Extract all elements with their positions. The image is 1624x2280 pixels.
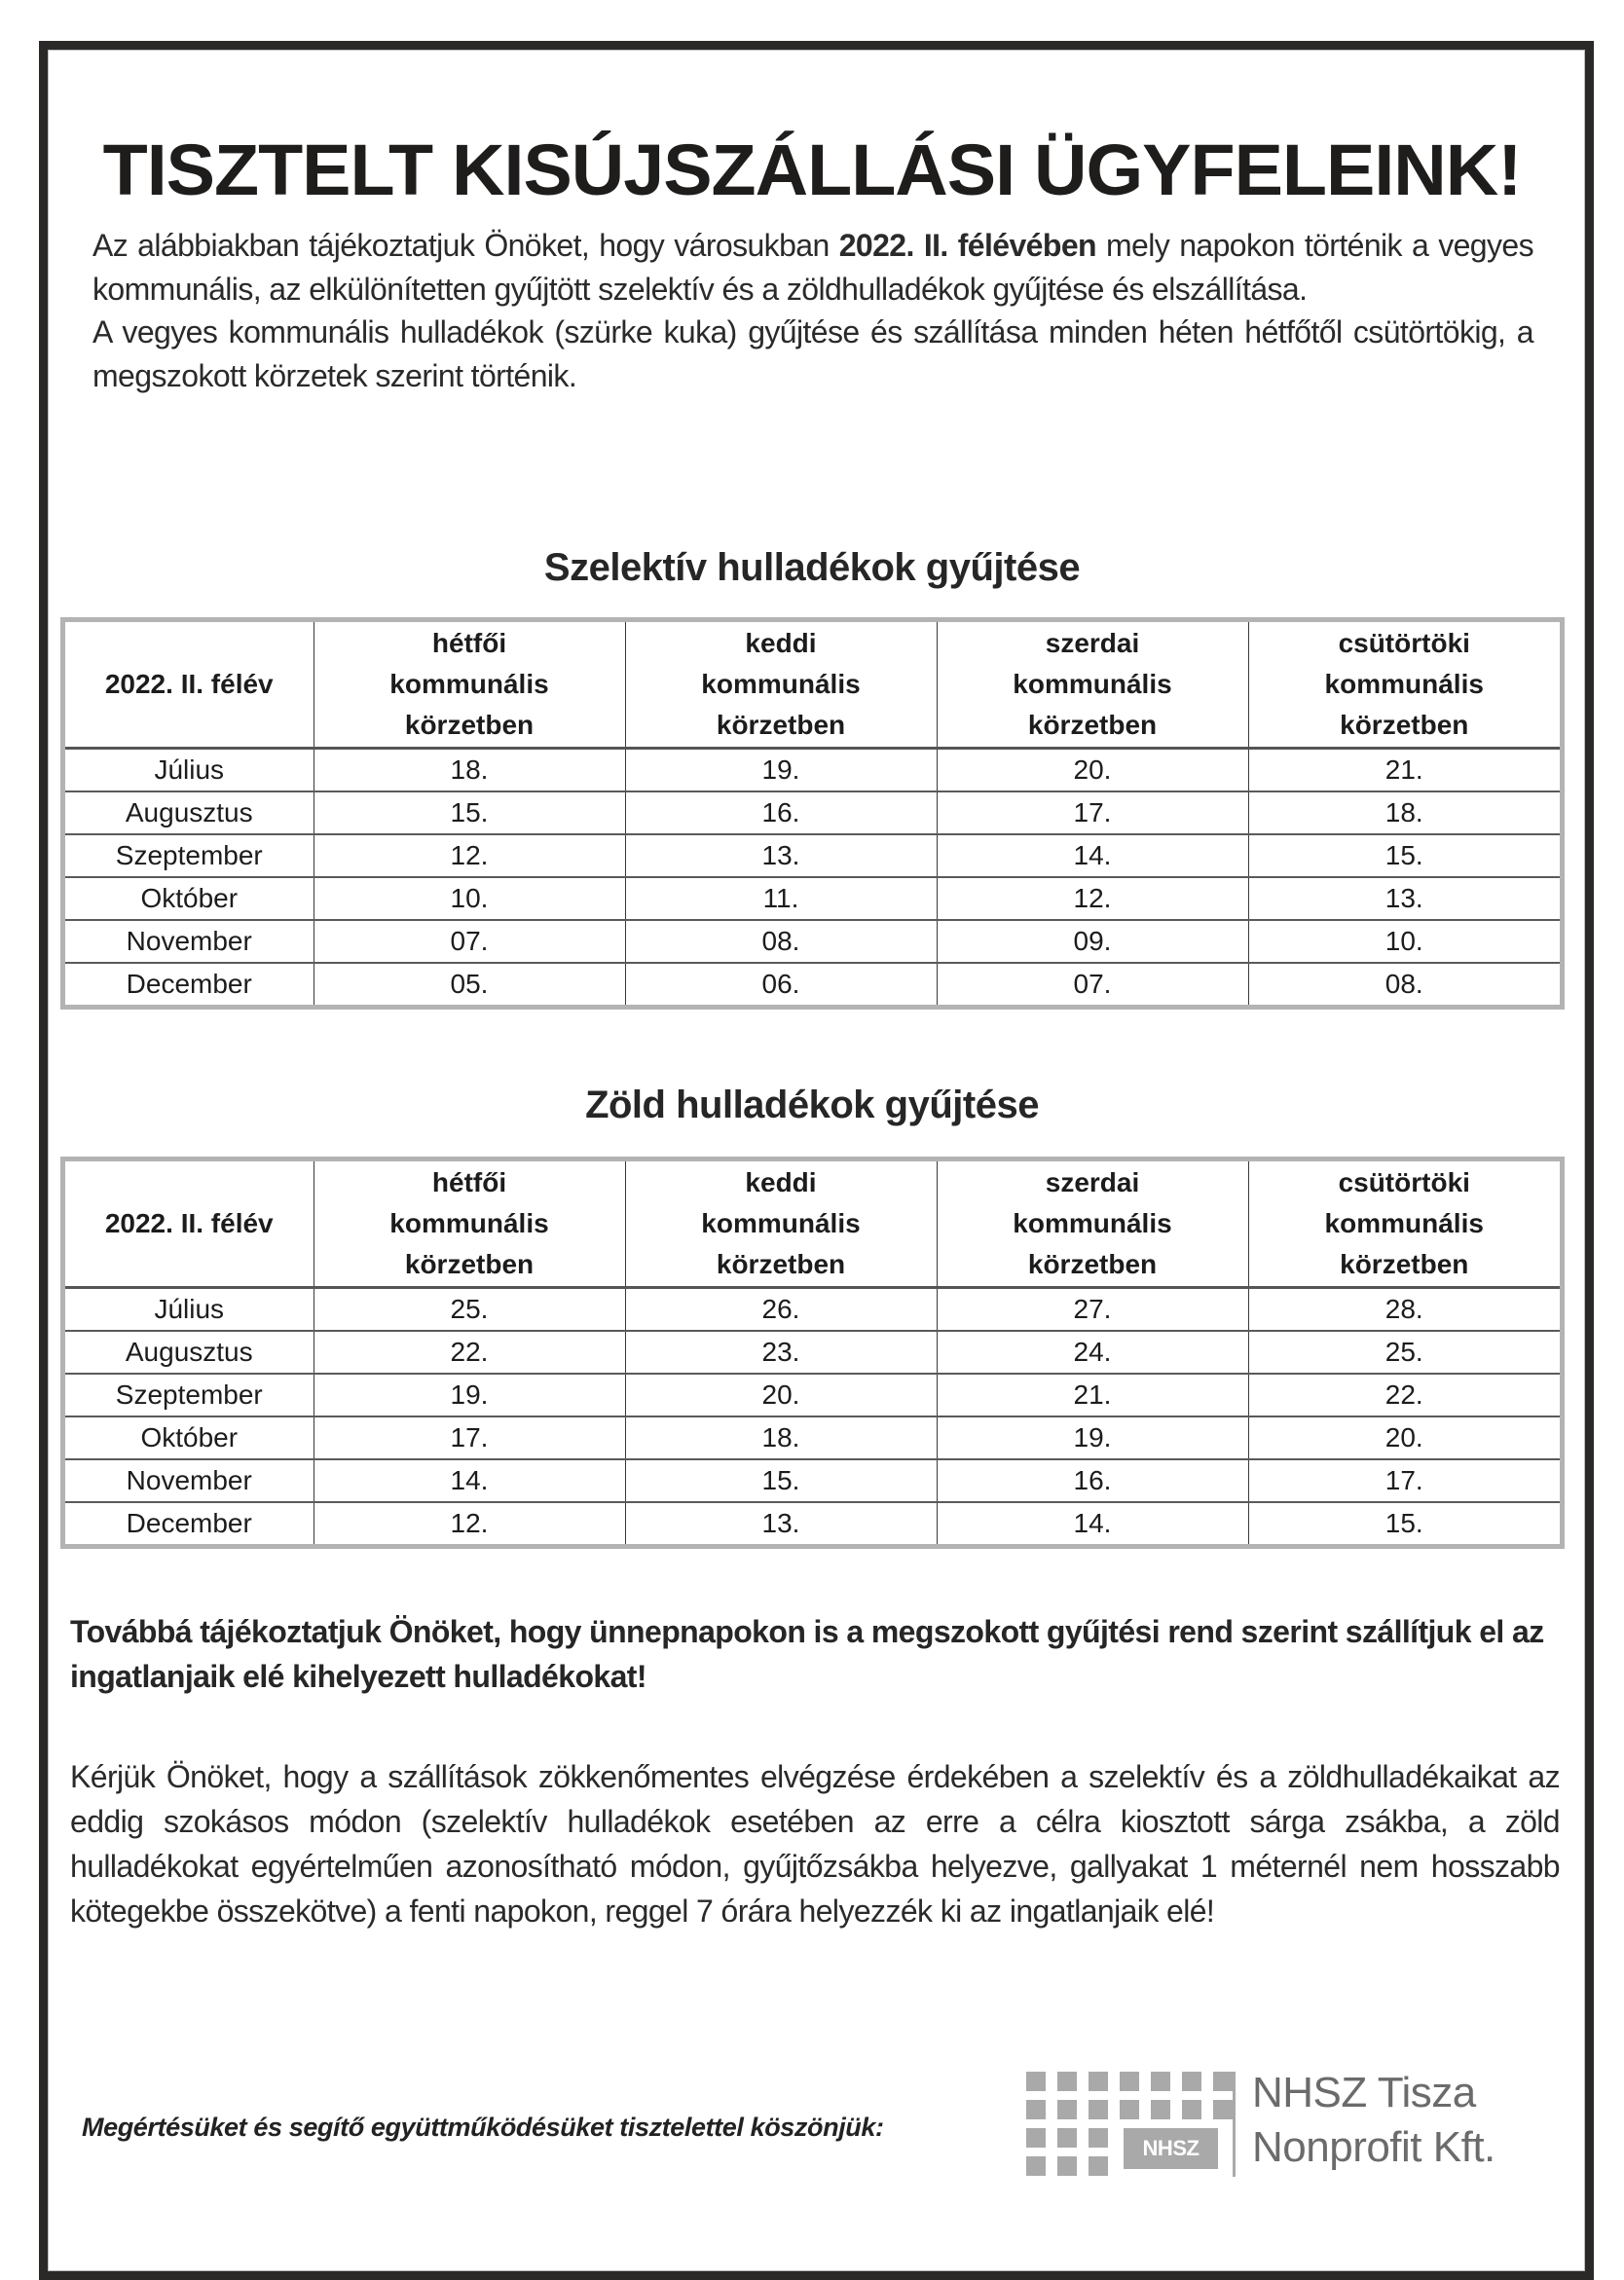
- logo-divider: [1233, 2072, 1236, 2177]
- logo-square: [1057, 2156, 1077, 2176]
- collection-day-cell: 18.: [1248, 791, 1560, 834]
- table-row: [65, 963, 1560, 1005]
- collection-day-cell: 12.: [314, 1502, 625, 1544]
- month-cell: Augusztus: [65, 791, 314, 834]
- month-cell: Július: [65, 1288, 314, 1332]
- collection-day-cell: 15.: [314, 791, 625, 834]
- logo-square: [1151, 2100, 1170, 2119]
- logo-square: [1182, 2072, 1201, 2091]
- collection-day-cell: 23.: [625, 1331, 937, 1374]
- table-row: [65, 1416, 1560, 1459]
- collection-day-cell: 15.: [1248, 834, 1560, 877]
- company-logo: [1022, 2069, 1568, 2188]
- table-row: [65, 1288, 1560, 1332]
- month-cell: December: [65, 963, 314, 1005]
- collection-day-cell: 05.: [314, 963, 625, 1005]
- collection-day-cell: 07.: [937, 963, 1248, 1005]
- logo-square: [1026, 2100, 1046, 2119]
- intro-paragraph-1: [92, 224, 1533, 311]
- logo-square: [1120, 2072, 1139, 2091]
- logo-square: [1120, 2100, 1139, 2119]
- collection-day-cell: 16.: [937, 1459, 1248, 1502]
- logo-square: [1089, 2156, 1108, 2176]
- intro-p1-bold: 2022. II. félévében: [838, 228, 1096, 263]
- logo-badge: NHSZ: [1124, 2128, 1218, 2169]
- collection-day-cell: 13.: [1248, 877, 1560, 920]
- table-row: [65, 1459, 1560, 1502]
- column-header: keddi kommunális körzetben: [625, 622, 937, 749]
- collection-day-cell: 24.: [937, 1331, 1248, 1374]
- logo-square: [1026, 2156, 1046, 2176]
- collection-day-cell: 19.: [314, 1374, 625, 1416]
- collection-day-cell: 20.: [625, 1374, 937, 1416]
- logo-square: [1213, 2100, 1233, 2119]
- collection-day-cell: 14.: [314, 1459, 625, 1502]
- collection-day-cell: 08.: [625, 920, 937, 963]
- table-row: [65, 920, 1560, 963]
- page-title: TISZTELT KISÚJSZÁLLÁSI ÜGYFELEINK!: [102, 129, 1522, 210]
- table-row: [65, 1502, 1560, 1544]
- collection-day-cell: 10.: [314, 877, 625, 920]
- column-header: csütörtöki kommunális körzetben: [1248, 622, 1560, 749]
- collection-day-cell: 17.: [314, 1416, 625, 1459]
- intro-text: [92, 224, 1533, 397]
- collection-day-cell: 12.: [937, 877, 1248, 920]
- logo-square: [1182, 2100, 1201, 2119]
- selective-section-title: Szelektív hulladékok gyűjtése: [543, 546, 1081, 589]
- collection-day-cell: 15.: [625, 1459, 937, 1502]
- month-cell: December: [65, 1502, 314, 1544]
- collection-day-cell: 22.: [1248, 1374, 1560, 1416]
- company-name-line-1: NHSZ Tisza: [1252, 2069, 1476, 2116]
- holiday-notice: Továbbá tájékoztatjuk Önöket, hogy ünnepnapokon is a megszokott gyűjtési rend szerint szállítjuk el az ingatlanjaik elé kihelyezett hulladékokat!: [70, 1614, 1544, 1694]
- table-row: [65, 791, 1560, 834]
- collection-day-cell: 12.: [314, 834, 625, 877]
- collection-day-cell: 28.: [1248, 1288, 1560, 1332]
- collection-day-cell: 10.: [1248, 920, 1560, 963]
- table-header-row: [65, 1161, 1560, 1288]
- company-name: [1252, 2066, 1495, 2175]
- column-header: csütörtöki kommunális körzetben: [1248, 1161, 1560, 1288]
- collection-day-cell: 17.: [937, 791, 1248, 834]
- green-section-title: Zöld hulladékok gyűjtése: [585, 1084, 1039, 1126]
- logo-square: [1089, 2128, 1108, 2148]
- logo-square: [1026, 2128, 1046, 2148]
- placement-request: Kérjük Önöket, hogy a szállítások zökkenőmentes elvégzése érdekében a szelektív és a zöldhulladékaikat az eddig szokásos módon (szelektív hulladékok esetében az erre a célra kiosztott sárga zsákba, a zöld hulladékokat egyértelműen azonosítható módon, gyűjtőzsákba helyezve, gallyakat 1 méternél nem hosszabb kötegekbe összekötve) a fenti napokon, reggel 7 órára helyezzék ki az ingatlanjaik elé!: [70, 1759, 1560, 1929]
- collection-day-cell: 26.: [625, 1288, 937, 1332]
- collection-day-cell: 15.: [1384, 1508, 1423, 1538]
- period-header: 2022. II. félév: [65, 1161, 314, 1288]
- table-row: [65, 877, 1560, 920]
- collection-day-cell: 19.: [625, 749, 937, 792]
- collection-day-cell: 13.: [625, 834, 937, 877]
- collection-day-cell: 06.: [625, 963, 937, 1005]
- intro-p1-text: Az alábbiakban tájékoztatjuk Önöket, hogy városukban: [92, 228, 839, 263]
- collection-day-cell: 11.: [625, 877, 937, 920]
- collection-day-cell: 14.: [937, 834, 1248, 877]
- company-name-line-2: Nonprofit Kft.: [1252, 2123, 1495, 2171]
- collection-day-cell: 25.: [314, 1288, 625, 1332]
- column-header: szerdai kommunális körzetben: [937, 1161, 1248, 1288]
- logo-square: [1057, 2128, 1077, 2148]
- collection-day-cell: 22.: [314, 1331, 625, 1374]
- collection-day-cell: 21.: [937, 1374, 1248, 1416]
- month-cell: November: [65, 1459, 314, 1502]
- intro-p1-text-end: mely napokon történik a vegyes kommunális, az elkülönítetten gyűjtött szelektív és a zöldhulladékok gyűjtése és elszállítása.: [92, 228, 1534, 307]
- collection-day-cell: 20.: [1248, 1416, 1560, 1459]
- selective-schedule-table: [60, 617, 1565, 1010]
- collection-day-cell: 20.: [937, 749, 1248, 792]
- month-cell: Szeptember: [65, 1374, 314, 1416]
- intro-paragraph-2: A vegyes kommunális hulladékok (szürke kuka) gyűjtése és szállítása minden héten hétfőtől csütörtökig, a megszokott körzetek szerint történik.: [92, 314, 1533, 393]
- collection-day-cell: 13.: [625, 1502, 937, 1544]
- month-cell: November: [65, 920, 314, 963]
- column-header: szerdai kommunális körzetben: [937, 622, 1248, 749]
- collection-day-cell: 16.: [625, 791, 937, 834]
- table-row: [65, 1374, 1560, 1416]
- column-header: hétfői kommunális körzetben: [314, 1161, 625, 1288]
- column-header: hétfői kommunális körzetben: [314, 622, 625, 749]
- nhsz-logo-icon: [1026, 2072, 1221, 2179]
- month-cell: Július: [65, 749, 314, 792]
- month-cell: Október: [65, 877, 314, 920]
- collection-day-cell: 18.: [314, 749, 625, 792]
- table-header-row: [65, 622, 1560, 749]
- logo-square: [1057, 2072, 1077, 2091]
- collection-day-cell: 14.: [937, 1502, 1248, 1544]
- month-cell: Augusztus: [65, 1331, 314, 1374]
- table-row: [65, 749, 1560, 792]
- month-cell: Szeptember: [65, 834, 314, 877]
- table-row: [65, 834, 1560, 877]
- collection-day-cell: 07.: [314, 920, 625, 963]
- collection-day-cell: 08.: [1384, 969, 1423, 999]
- collection-day-cell: 18.: [625, 1416, 937, 1459]
- logo-square: [1151, 2072, 1170, 2091]
- logo-square: [1213, 2072, 1233, 2091]
- closing-thanks: Megértésüket és segítő együttműködésüket tisztelettel köszönjük:: [82, 2113, 884, 2142]
- collection-day-cell: 25.: [1248, 1331, 1560, 1374]
- green-schedule-table: [60, 1157, 1565, 1549]
- collection-day-cell: 17.: [1248, 1459, 1560, 1502]
- table-row: [65, 1331, 1560, 1374]
- logo-square: [1026, 2072, 1046, 2091]
- month-cell: Október: [65, 1416, 314, 1459]
- period-header: 2022. II. félév: [65, 622, 314, 749]
- collection-day-cell: 21.: [1248, 749, 1560, 792]
- column-header: keddi kommunális körzetben: [625, 1161, 937, 1288]
- logo-square: [1089, 2072, 1108, 2091]
- collection-day-cell: 19.: [937, 1416, 1248, 1459]
- collection-day-cell: 09.: [937, 920, 1248, 963]
- logo-square: [1057, 2100, 1077, 2119]
- logo-square: [1089, 2100, 1108, 2119]
- collection-day-cell: 27.: [937, 1288, 1248, 1332]
